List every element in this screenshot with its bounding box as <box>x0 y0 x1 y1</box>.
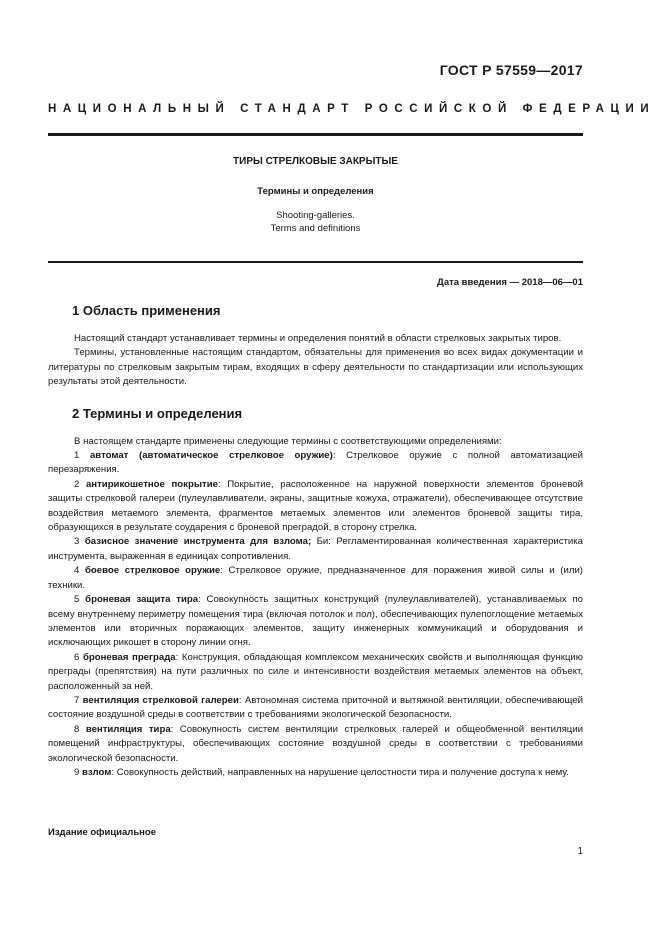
term-name: базисное значение инструмента для взлома; <box>84 536 312 548</box>
term-separator: : <box>220 565 223 577</box>
term-number: 3 <box>74 536 80 548</box>
term-name: взлом <box>82 766 112 778</box>
document-title: ТИРЫ СТРЕЛКОВЫЕ ЗАКРЫТЫЕ <box>233 156 398 167</box>
term-definition: Стрелковое оружие, предназначенное для поражения живой силы и (или) техники. <box>48 565 583 591</box>
national-standard-heading: НАЦИОНАЛЬНЫЙ СТАНДАРТ РОССИЙСКОЙ ФЕДЕРАЦИИ <box>48 103 656 115</box>
paragraph: Термины, установленные настоящим стандартом, обязательны для применения во всех видах документации и литературы по стрелковым закрытым тирам, входящих в сферу деятельности по стандартизации или использующих результаты этой деятельности. <box>48 347 583 388</box>
english-title-line: Shooting-galleries. <box>276 210 355 221</box>
term-definition: Совокупность систем вентиляции стрелковых галерей и общеобменной вентиляции помещений инфраструктуры, обеспечивающих состояние воздушной среды в соответствии с требованиями экологической безопасности. <box>48 723 583 764</box>
paragraph: В настоящем стандарте применены следующие термины с соответствующими определениями: <box>74 435 502 447</box>
term-definition: Совокупность защитных конструкций (пулеулавливателей), устанавливаемых по всему внутреннему периметру помещения тира (включая потолок и пол), обеспечивающих пулепоглощение метаемых элементов или вторичных поражающих элементов, защиту инженерных коммуникаций и оборудования и исключающих рикошет в сторону линии огня. <box>48 594 584 649</box>
term-definition: Стрелковое оружие с полной автоматизацией перезаряжения. <box>48 450 584 476</box>
term-separator: : <box>170 723 174 735</box>
term-name: боевое стрелковое оружие <box>84 565 221 577</box>
introduction-date: Дата введения — 2018—06—01 <box>437 277 583 288</box>
section-heading: 1 Область применения <box>72 303 221 318</box>
english-title-line: Terms and definitions <box>270 223 361 234</box>
term-name: броневая преграда <box>82 651 176 663</box>
document-subtitle: Термины и определения <box>257 186 374 197</box>
paragraph: Настоящий стандарт устанавливает термины и определения понятий в области стрелковых закрытых тиров. <box>74 333 562 344</box>
term-separator: : <box>175 651 179 663</box>
term-entry <box>48 564 583 593</box>
term-definition: Конструкция, обладающая комплексом механических свойств и выполняющая функцию преграды (препятствия) на пути различных по силе и интенсивности воздействия метаемых элементов на объект, расположенный за ней. <box>48 651 583 692</box>
term-name: вентиляция стрелковой галереи <box>82 694 239 706</box>
term-entry <box>48 723 583 766</box>
english-title <box>48 209 583 235</box>
section-heading: 2 Термины и определения <box>72 405 243 421</box>
term-separator: : <box>111 766 115 778</box>
term-entry <box>48 651 583 694</box>
header-divider <box>48 133 583 136</box>
term-entry <box>48 766 583 780</box>
gost-number: ГОСТ Р 57559—2017 <box>439 62 583 78</box>
term-name: антирикошетное покрытие <box>85 478 218 490</box>
term-definition: Автономная система приточной и вытяжной вентиляции, обеспечивающей состояние воздушной среды в соответствии с требованиями экологической безопасности. <box>48 694 583 721</box>
term-entry <box>48 449 583 478</box>
term-definition: Совокупность действий, направленных на нарушение целостности тира и получение доступа к нему. <box>114 766 569 778</box>
term-separator: : <box>217 478 221 490</box>
term-number: 1 <box>74 450 80 462</box>
term-number: 9 <box>74 766 80 778</box>
title-divider <box>48 261 583 263</box>
term-separator: : <box>198 594 201 606</box>
term-entry <box>48 593 583 651</box>
term-number: 2 <box>74 478 80 490</box>
term-number: 7 <box>74 694 80 706</box>
term-name: автомат (автоматическое стрелковое оружие) <box>89 450 333 462</box>
term-name: вентиляция тира <box>85 723 171 735</box>
term-name: броневая защита тира <box>85 594 199 606</box>
term-number: 8 <box>74 723 80 735</box>
term-definition: Покрытие, расположенное на наружной поверхности элементов броневой защиты стрелковой галереи (пулеулавливатели, экраны, защитные кожуха, отражатели), обеспечивающее отсутствие воздействия метаемого элемента, фрагментов метаемых элементов или элементов броневой защиты тира, образующихся в результате соударения с броневой преградой, в сторону стрелка. <box>48 478 583 534</box>
term-separator: : <box>332 450 336 462</box>
page-number: 1 <box>577 846 583 857</box>
term-number: 5 <box>74 594 80 606</box>
term-entry <box>48 694 583 723</box>
term-number: 4 <box>74 565 80 577</box>
term-definition: Би: Регламентированная количественная характеристика инструмента, выраженная в единицах сопротивления. <box>48 536 583 562</box>
term-entry <box>48 535 583 564</box>
term-number: 6 <box>74 651 80 663</box>
term-separator: : <box>238 694 242 706</box>
term-entry <box>48 478 583 536</box>
official-edition-label: Издание официальное <box>48 827 156 838</box>
document-body <box>48 303 583 780</box>
